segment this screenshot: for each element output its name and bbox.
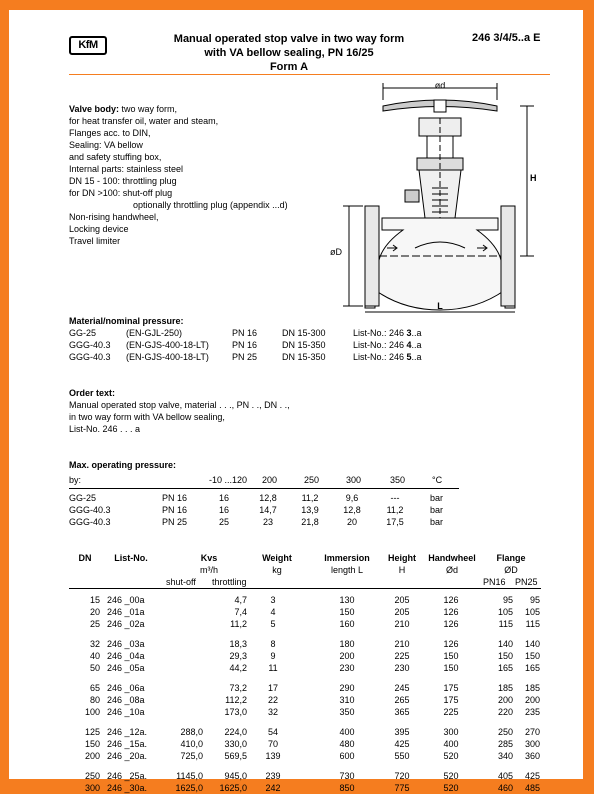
table-cell: 225 xyxy=(394,651,410,661)
table-cell: 425 xyxy=(524,771,540,781)
header-divider xyxy=(69,74,550,75)
table-row xyxy=(9,750,583,762)
material-table xyxy=(69,327,489,363)
table-cell: 300 xyxy=(524,739,540,749)
table-cell: 100 xyxy=(84,707,100,717)
datasheet-page xyxy=(9,10,583,793)
table-cell: 150 xyxy=(443,663,459,673)
table-row xyxy=(9,738,583,750)
table-cell: 32 xyxy=(267,707,278,717)
dimension-table-header: DN List-No. Kvs Weight Immersion Height Handwheel Flange xyxy=(78,553,526,563)
table-cell: 520 xyxy=(443,771,459,781)
table-cell: 73,2 xyxy=(229,683,247,693)
table-cell: 185 xyxy=(497,683,513,693)
table-cell: 480 xyxy=(339,739,355,749)
table-row xyxy=(9,770,583,782)
table-cell: 165 xyxy=(497,663,513,673)
table-row xyxy=(9,726,583,738)
table-cell: 245 xyxy=(394,683,410,693)
table-cell: 569,5 xyxy=(224,751,247,761)
table-cell: 9 xyxy=(270,651,276,661)
table-cell: 246 _00a xyxy=(107,595,145,605)
table-cell: 115 xyxy=(525,619,540,629)
table-row xyxy=(9,606,583,618)
table-cell: 185 xyxy=(524,683,540,693)
document-number: 246 3/4/5..a E xyxy=(472,32,541,44)
table-cell: 112,2 xyxy=(225,695,247,705)
table-cell: 600 xyxy=(339,751,355,761)
table-cell: 288,0 xyxy=(180,727,203,737)
table-cell: 405 xyxy=(497,771,513,781)
table-cell: 520 xyxy=(443,783,459,793)
material-row: GGG-40.3 (EN-GJS-400-18-LT) PN 25 DN 15-350 List-No.: 246 5..a xyxy=(69,352,422,362)
table-cell: 200 xyxy=(84,751,100,761)
table-row xyxy=(9,694,583,706)
table-cell: 140 xyxy=(524,639,540,649)
table-cell: 775 xyxy=(394,783,410,793)
table-cell: 246 _01a xyxy=(107,607,145,617)
table-cell: 310 xyxy=(339,695,355,705)
table-cell: 850 xyxy=(339,783,355,793)
dimension-table-subheader: m³/h kg length L H Ød ØD xyxy=(200,565,518,575)
valve-body-section: Valve body: two way form, for heat transfer oil, water and steam, Flanges acc. to DIN, Sealing: VA bellow and safety stuffing box, Internal parts: stainless steel DN 15 - 100: throttling plug for DN >100: shut-off plug optionally throttling plug (appendix ...d) Non-rising handwheel, Locking device Travel limiter xyxy=(69,104,288,246)
table-cell: 200 xyxy=(339,651,355,661)
table-cell: 165 xyxy=(524,663,540,673)
material-row: GGG-40.3 (EN-GJS-400-18-LT) PN 16 DN 15-350 List-No.: 246 4..a xyxy=(69,340,422,350)
table-cell: 160 xyxy=(339,619,355,629)
pressure-row: GGG-40.3 PN 25 25 23 21,8 20 17,5 bar xyxy=(69,517,444,527)
table-row xyxy=(9,706,583,718)
table-cell: 32 xyxy=(89,639,100,649)
table-cell: 11,2 xyxy=(230,619,247,629)
table-cell: 460 xyxy=(497,783,513,793)
dim-D-label: øD xyxy=(330,247,342,257)
table-row xyxy=(9,782,583,794)
table-cell: 270 xyxy=(524,727,540,737)
table-cell: 150 xyxy=(443,651,459,661)
table-cell: 246 _30a. xyxy=(107,783,148,793)
table-cell: 246 _20a. xyxy=(107,751,148,761)
table-cell: 250 xyxy=(497,727,513,737)
table-row xyxy=(9,638,583,650)
table-cell: 180 xyxy=(339,639,355,649)
table-cell: 4 xyxy=(270,607,276,617)
pressure-row: GGG-40.3 PN 16 16 14,7 13,9 12,8 11,2 bar xyxy=(69,505,444,515)
table-cell: 17 xyxy=(267,683,278,693)
order-text-section: Order text: Manual operated stop valve, material . . ., PN . ., DN . ., in two way form with VA bellow sealing, List-No. 246 . . . a xyxy=(69,388,290,434)
pressure-row: GG-25 PN 16 16 12,8 11,2 9,6 --- bar xyxy=(69,493,444,503)
table-cell: 250 xyxy=(84,771,100,781)
table-row xyxy=(9,650,583,662)
table-cell: 3 xyxy=(270,595,276,605)
table-cell: 126 xyxy=(443,619,459,629)
table-cell: 224,0 xyxy=(224,727,247,737)
table-cell: 220 xyxy=(497,707,513,717)
table-cell: 175 xyxy=(443,695,459,705)
table-cell: 720 xyxy=(394,771,410,781)
table-row xyxy=(9,682,583,694)
table-cell: 1625,0 xyxy=(219,783,247,793)
table-cell: 11 xyxy=(268,663,278,673)
table-cell: 20 xyxy=(89,607,100,617)
table-cell: 18,3 xyxy=(229,639,247,649)
table-cell: 230 xyxy=(339,663,355,673)
table-cell: 150 xyxy=(339,607,355,617)
table-cell: 4,7 xyxy=(234,595,247,605)
table-cell: 550 xyxy=(394,751,410,761)
table-cell: 400 xyxy=(443,739,459,749)
table-cell: 365 xyxy=(394,707,410,717)
table-cell: 290 xyxy=(339,683,355,693)
table-cell: 225 xyxy=(443,707,459,717)
table-cell: 246 _08a xyxy=(107,695,145,705)
table-cell: 425 xyxy=(394,739,410,749)
table-cell: 285 xyxy=(497,739,513,749)
pressure-heading: Max. operating pressure: xyxy=(69,460,177,470)
table-cell: 54 xyxy=(267,727,278,737)
table-cell: 330,0 xyxy=(224,739,247,749)
table-cell: 945,0 xyxy=(224,771,247,781)
table-cell: 200 xyxy=(497,695,513,705)
table-cell: 360 xyxy=(524,751,540,761)
table-cell: 246 _25a. xyxy=(107,771,148,781)
material-row: GG-25 (EN-GJL-250) PN 16 DN 15-300 List-No.: 246 3..a xyxy=(69,328,422,338)
table-cell: 44,2 xyxy=(229,663,247,673)
table-cell: 130 xyxy=(339,595,355,605)
table-cell: 235 xyxy=(524,707,540,717)
table-cell: 80 xyxy=(89,695,100,705)
table-cell: 210 xyxy=(394,639,410,649)
table-cell: 25 xyxy=(89,619,100,629)
table-cell: 150 xyxy=(524,651,540,661)
table-cell: 126 xyxy=(443,639,459,649)
table-cell: 239 xyxy=(265,771,281,781)
table-cell: 125 xyxy=(84,727,100,737)
table-cell: 395 xyxy=(394,727,410,737)
table-cell: 400 xyxy=(339,727,355,737)
table-cell: 95 xyxy=(502,595,513,605)
table-cell: 115 xyxy=(498,619,513,629)
table-cell: 246 _04a xyxy=(107,651,145,661)
table-cell: 150 xyxy=(84,739,100,749)
dim-l-label: L xyxy=(437,301,443,311)
table-cell: 5 xyxy=(270,619,276,629)
table-cell: 1625,0 xyxy=(175,783,203,793)
table-cell: 126 xyxy=(443,595,459,605)
table-cell: 246 _10a xyxy=(107,707,145,717)
table-cell: 175 xyxy=(443,683,459,693)
table-cell: 40 xyxy=(89,651,100,661)
table-cell: 173,0 xyxy=(224,707,247,717)
table-cell: 50 xyxy=(89,663,100,673)
pressure-table xyxy=(69,492,459,528)
table-cell: 230 xyxy=(394,663,410,673)
table-cell: 105 xyxy=(497,607,513,617)
table-cell: 22 xyxy=(267,695,278,705)
table-cell: 300 xyxy=(443,727,459,737)
table-cell: 29,3 xyxy=(229,651,247,661)
company-logo: KfM xyxy=(69,36,107,55)
table-cell: 246 _02a xyxy=(107,619,145,629)
table-cell: 340 xyxy=(497,751,513,761)
table-cell: 265 xyxy=(394,695,410,705)
valve-drawing xyxy=(327,78,542,313)
dimension-table-subheader-2: shut-off throttling PN16 PN25 xyxy=(69,576,541,589)
table-row xyxy=(9,618,583,630)
table-cell: 139 xyxy=(265,751,281,761)
dim-d-label: ød xyxy=(434,80,446,91)
table-cell: 485 xyxy=(524,783,540,793)
table-cell: 242 xyxy=(265,783,281,793)
table-cell: 8 xyxy=(270,639,276,649)
table-cell: 520 xyxy=(443,751,459,761)
table-cell: 7,4 xyxy=(234,607,247,617)
table-cell: 200 xyxy=(524,695,540,705)
table-cell: 150 xyxy=(497,651,513,661)
table-cell: 205 xyxy=(394,607,410,617)
table-cell: 350 xyxy=(339,707,355,717)
table-cell: 95 xyxy=(529,595,540,605)
table-cell: 210 xyxy=(394,619,410,629)
table-cell: 205 xyxy=(394,595,410,605)
table-cell: 725,0 xyxy=(180,751,203,761)
table-cell: 246 _15a. xyxy=(107,739,148,749)
table-cell: 410,0 xyxy=(180,739,203,749)
table-cell: 730 xyxy=(339,771,355,781)
table-cell: 70 xyxy=(267,739,278,749)
material-heading: Material/nominal pressure: xyxy=(69,316,184,326)
table-cell: 246 _06a xyxy=(107,683,145,693)
table-row xyxy=(9,662,583,674)
page-title: Manual operated stop valve in two way form with VA bellow sealing, PN 16/25 Form A xyxy=(173,33,405,73)
dim-h-label: H xyxy=(530,173,537,183)
table-cell: 105 xyxy=(524,607,540,617)
table-cell: 126 xyxy=(443,607,459,617)
table-cell: 246 _05a xyxy=(107,663,145,673)
table-row xyxy=(9,594,583,606)
table-cell: 246 _03a xyxy=(107,639,145,649)
table-cell: 65 xyxy=(89,683,100,693)
table-cell: 140 xyxy=(497,639,513,649)
table-cell: 300 xyxy=(84,783,100,793)
pressure-header-row: by: -10 ...120 200 250 300 350 °C xyxy=(69,474,459,489)
table-cell: 15 xyxy=(89,595,100,605)
table-cell: 246 _12a. xyxy=(107,727,148,737)
table-cell: 1145,0 xyxy=(176,771,203,781)
